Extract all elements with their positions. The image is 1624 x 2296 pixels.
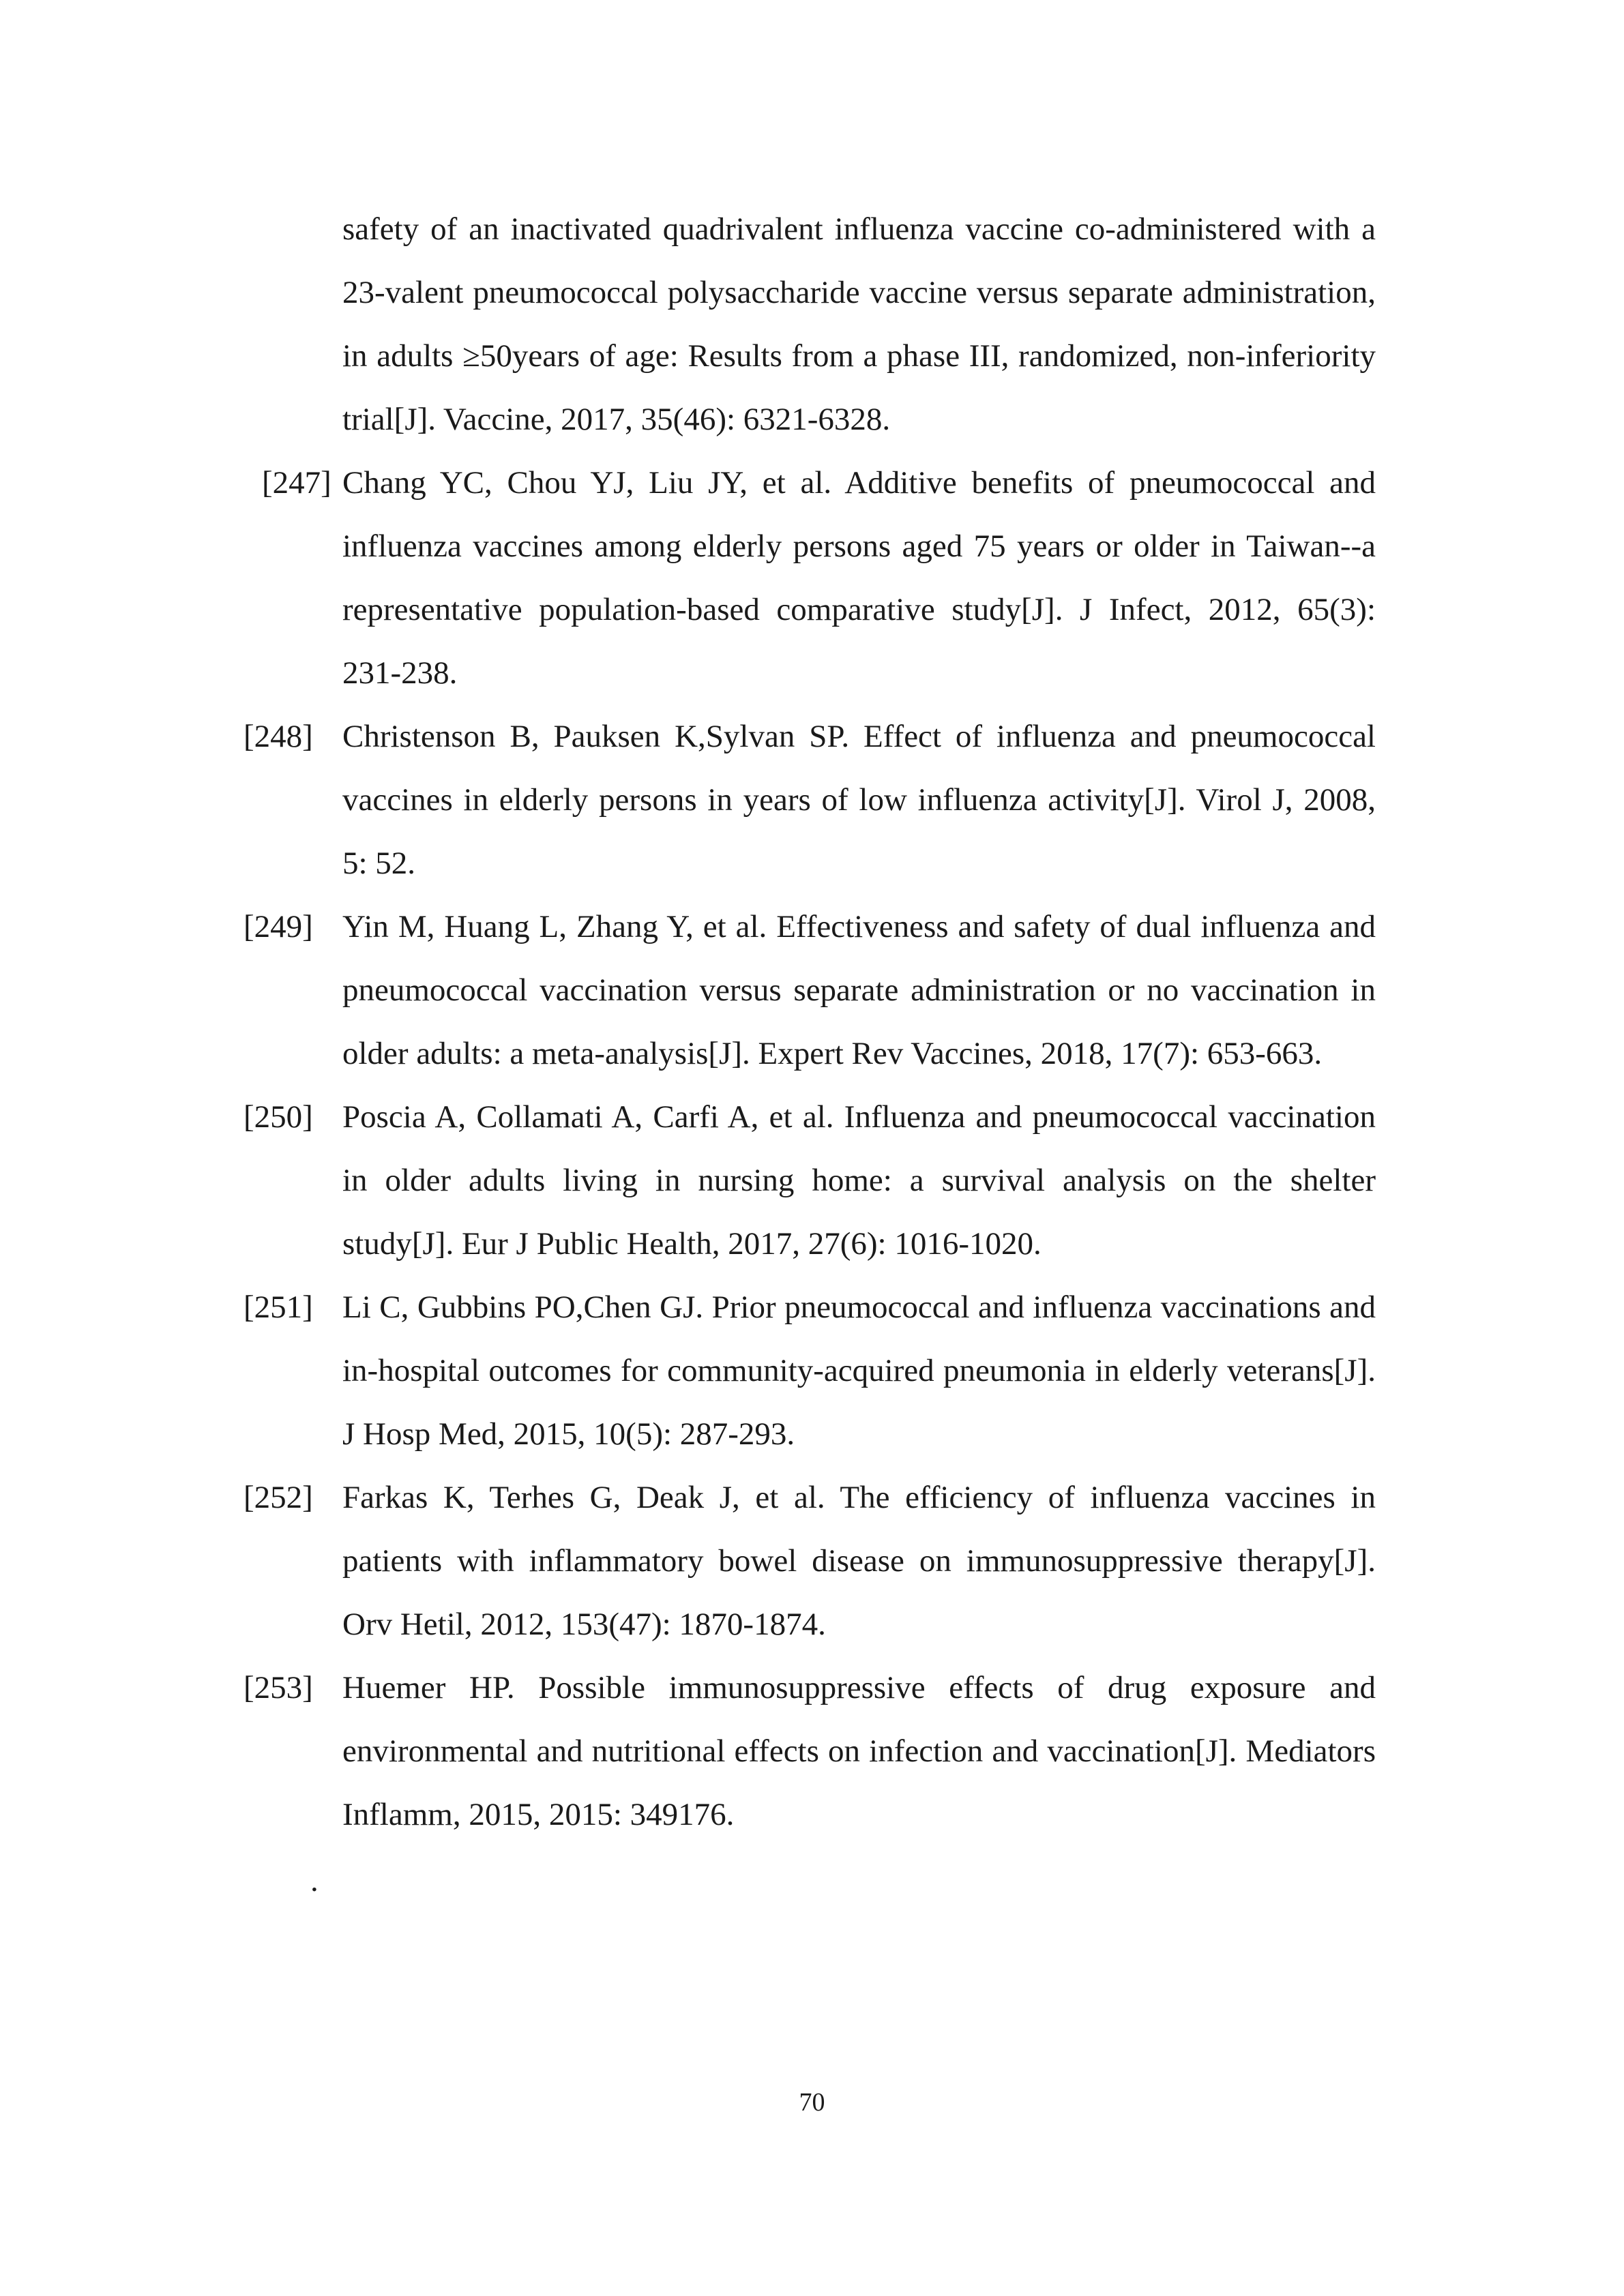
reference-number: [251] [243,1289,313,1325]
reference-entry [243,895,1376,1086]
reference-text: Li C, Gubbins PO,Chen GJ. Prior pneumococcal and influenza vaccinations and in-hospital outcomes for community-acquired pneumonia in elderly veterans[J]. J Hosp Med, 2015, 10(5): 287-293. [342,1289,1376,1452]
reference-entry [243,1656,1376,1847]
reference-entry [243,705,1376,895]
reference-text: Farkas K, Terhes G, Deak J, et al. The efficiency of influenza vaccines in patients with inflammatory bowel disease on immunosuppressive therapy[J]. Orv Hetil, 2012, 153(47): 1870-1874. [342,1480,1376,1642]
reference-text: Yin M, Huang L, Zhang Y, et al. Effectiveness and safety of dual influenza and pneumococcal vaccination versus separate administration or no vaccination in older adults: a meta-analysis[J]. Expert Rev Vaccines, 2018, 17(7): 653-663. [342,909,1376,1071]
reference-continuation [243,198,1376,451]
reference-text: Poscia A, Collamati A, Carfi A, et al. Influenza and pneumococcal vaccination in older adults living in nursing home: a survival analysis on the shelter study[J]. Eur J Public Health, 2017, 27(6): 1016-1020. [342,1099,1376,1262]
page-number: 70 [799,2088,825,2117]
reference-text: Chang YC, Chou YJ, Liu JY, et al. Additive benefits of pneumococcal and influenza vaccines among elderly persons aged 75 years or older in Taiwan--a representative population-based comparative study[J]. J Infect, 2012, 65(3): 231-238. [342,465,1376,691]
reference-entry [243,1086,1376,1276]
reference-entry [243,1276,1376,1466]
reference-entry [243,451,1376,705]
reference-number: [252] [243,1480,313,1515]
reference-continuation-text: safety of an inactivated quadrivalent influenza vaccine co-administered with a 23-valent pneumococcal polysaccharide vaccine versus separate administration, in adults ≥50years of age: Results from a phase III, randomized, non-inferiority trial[J]. Vaccine, 2017, 35(46): 6321-6328. [342,211,1376,437]
reference-number: [248] [243,719,313,754]
reference-number: [253] [243,1670,313,1705]
reference-entry [243,1466,1376,1656]
reference-number: [250] [243,1099,313,1135]
reference-text: Christenson B, Pauksen K,Sylvan SP. Effect of influenza and pneumococcal vaccines in elderly persons in years of low influenza activity[J]. Virol J, 2008, 5: 52. [342,719,1376,881]
stray-period: . [310,1863,319,1898]
reference-text: Huemer HP. Possible immunosuppressive effects of drug exposure and environmental and nutritional effects on infection and vaccination[J]. Mediators Inflamm, 2015, 2015: 349176. [342,1670,1376,1832]
reference-number: [249] [243,909,313,944]
reference-number: [247] [262,465,331,501]
